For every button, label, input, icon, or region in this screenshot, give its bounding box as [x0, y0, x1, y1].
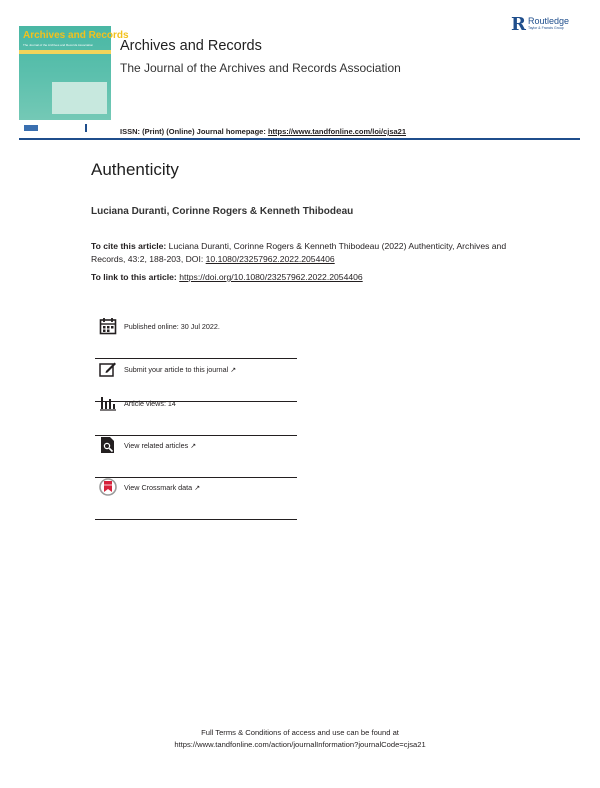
article-title: Authenticity	[91, 160, 179, 179]
header-divider	[19, 138, 580, 140]
terms-text: Full Terms & Conditions of access and use can be found at	[201, 728, 399, 737]
meta-row-related[interactable]	[95, 436, 297, 478]
routledge-r-icon: R	[511, 14, 526, 35]
terms-url[interactable]: https://www.tandfonline.com/action/journalInformation?journalCode=cjsa21	[174, 739, 426, 749]
crossmark-link[interactable]: View Crossmark data	[124, 483, 193, 492]
meta-row-published	[95, 317, 297, 359]
related-articles-icon	[99, 436, 117, 454]
crossmark-icon	[99, 478, 117, 496]
cite-text: Luciana Duranti, Corinne Rogers & Kenneth Thibodeau (2022) Authenticity, Archives and Records, 43:2, 188-203, DOI:	[91, 241, 507, 264]
submit-icon	[99, 360, 117, 378]
cover-panel	[52, 82, 107, 114]
terms-footer	[0, 727, 600, 750]
meta-row-views	[95, 394, 297, 436]
publisher-name: Routledge	[527, 16, 570, 26]
external-link-icon: ↗	[190, 443, 197, 450]
journal-homepage-link[interactable]: https://www.tandfonline.com/loi/cjsa21	[267, 127, 407, 136]
article-authors: Luciana Duranti, Corinne Rogers & Kenneth Thibodeau	[91, 206, 354, 217]
cover-subtitle: The Journal of the Archives and Records Association	[23, 43, 94, 47]
issn-line	[120, 127, 406, 136]
journal-title: Archives and Records	[120, 38, 262, 54]
meta-row-crossmark[interactable]	[95, 478, 297, 520]
journal-cover	[19, 26, 129, 136]
submit-article-link[interactable]: Submit your article to this journal	[124, 365, 229, 374]
ara-logo	[24, 125, 38, 131]
external-link-icon: ↗	[194, 485, 201, 492]
citation-block	[91, 240, 511, 265]
calendar-icon	[99, 317, 117, 335]
journal-subtitle: The Journal of the Archives and Records Association	[120, 61, 401, 75]
publisher-logo	[511, 16, 569, 34]
cite-label: To cite this article:	[91, 241, 167, 251]
article-url-link[interactable]: https://doi.org/10.1080/23257962.2022.2054406	[179, 272, 363, 282]
related-articles-link[interactable]: View related articles	[124, 441, 189, 450]
cover-routledge-logo	[85, 124, 103, 132]
bar-chart-icon	[99, 394, 117, 412]
article-link-line	[91, 272, 363, 282]
cover-band	[19, 50, 111, 54]
publisher-tagline: Taylor & Francis Group	[527, 26, 564, 30]
external-link-icon: ↗	[230, 367, 237, 374]
cover-title: Archives and Records	[23, 30, 129, 41]
doi-link[interactable]: 10.1080/23257962.2022.2054406	[205, 253, 335, 264]
issn-label: ISSN: (Print) (Online) Journal homepage:	[120, 127, 268, 136]
article-views: Article views: 14	[124, 399, 176, 408]
published-date: Published online: 30 Jul 2022.	[124, 322, 220, 331]
link-label: To link to this article:	[91, 272, 180, 282]
